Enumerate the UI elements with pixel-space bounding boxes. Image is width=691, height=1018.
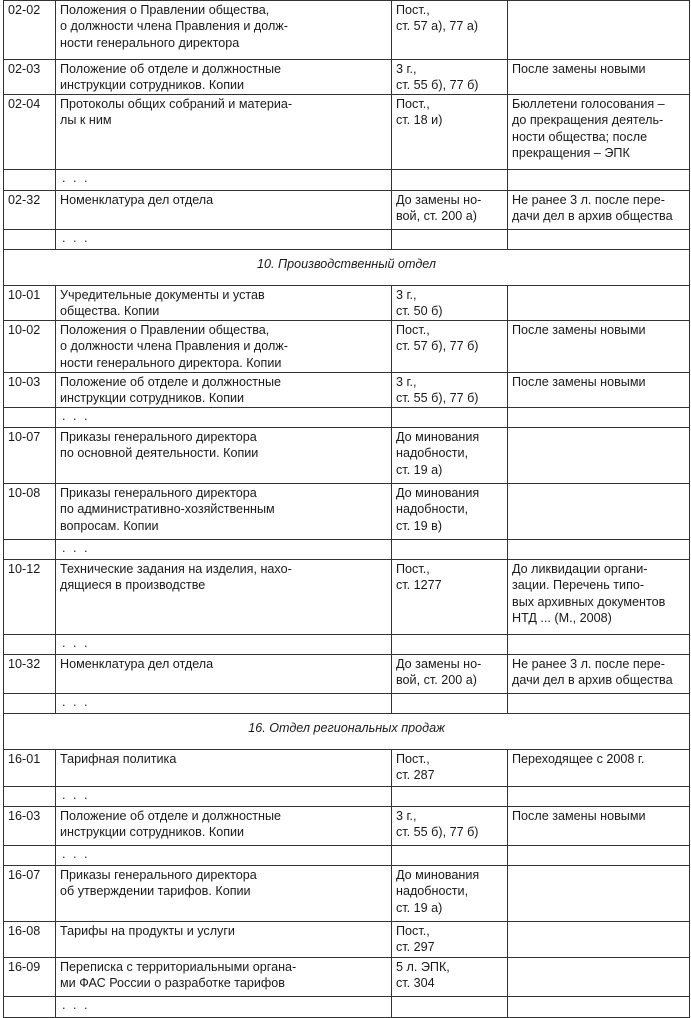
retention-note-line: дачи дел в архив общества [512,673,673,688]
retention-term-line: ст. 55 б), 77 б) [396,825,479,840]
case-title [56,373,392,408]
case-title-line: об утверждении тарифов. Копии [60,884,251,899]
retention-note-line: Бюллетени голосования – [512,97,665,111]
case-title-line: общества. Копии [60,304,160,319]
section-header-row [4,714,690,750]
case-title-line: ми ФАС России о разработке тарифов [60,976,285,991]
case-code: 16-08 [4,922,56,958]
retention-note-line: До ликвидации органи- [512,562,648,576]
ellipsis-row [4,635,690,655]
case-title [56,95,392,170]
case-title [56,560,392,635]
empty-cell [4,540,56,560]
retention-note-line: Не ранее 3 л. после пере- [512,657,665,671]
case-title-line: Переписка с территориальными органа- [60,960,297,974]
ellipsis-row [4,997,690,1018]
retention-note-line: Не ранее 3 л. после пере- [512,193,665,207]
case-title [56,286,392,321]
ellipsis-row [4,230,690,250]
case-code: 16-03 [4,807,56,846]
case-title-line: ности генерального директора. Копии [60,355,282,370]
ellipsis: . . . [56,997,392,1018]
retention-note-line: вых архивных документов [512,594,666,609]
empty-cell [392,635,508,655]
ellipsis: . . . [56,540,392,560]
retention-note [508,560,690,635]
section-header-row [4,250,690,286]
retention-term-line: 5 л. ЭПК, [396,960,450,974]
empty-cell [4,408,56,428]
empty-cell [4,230,56,250]
case-title-line: о должности члена Правления и долж- [60,339,288,354]
table-row [4,95,690,170]
retention-term-line: ст. 19 в) [396,518,443,533]
case-title-line: Номенклатура дел отдела [60,657,214,671]
case-title-line: инструкции сотрудников. Копии [60,78,245,93]
ellipsis: . . . [56,694,392,714]
table-row [4,191,690,230]
case-code: 16-07 [4,866,56,922]
empty-cell [508,997,690,1018]
retention-term [392,321,508,373]
case-title-line: Протоколы общих собраний и материа- [60,97,293,111]
case-title [56,655,392,694]
retention-term [392,484,508,540]
retention-term [392,560,508,635]
empty-cell [508,170,690,191]
retention-term-line: надобности, [396,502,469,517]
table-row [4,373,690,408]
table-row [4,321,690,373]
empty-cell [508,635,690,655]
case-title-line: о должности члена Правления и долж- [60,19,288,34]
retention-note [508,807,690,846]
ellipsis: . . . [56,635,392,655]
retention-term-line: ст. 55 б), 77 б) [396,391,479,406]
case-title-line: по основной деятельности. Копии [60,446,259,461]
table-row [4,866,690,922]
empty-cell [392,540,508,560]
retention-term-line: 3 г., [396,809,417,823]
case-title-line: инструкции сотрудников. Копии [60,825,245,840]
table-row [4,1,690,60]
retention-term-line: До замены но- [396,657,482,671]
table-row [4,922,690,958]
case-title-line: Положение об отделе и должностные [60,375,282,389]
case-title-line: Приказы генерального директора [60,430,257,444]
empty-cell [508,846,690,866]
retention-term-line: 3 г., [396,62,417,76]
case-title-line: Тарифы на продукты и услуги [60,924,235,938]
retention-term [392,655,508,694]
case-code: 10-07 [4,428,56,484]
ellipsis-row [4,846,690,866]
ellipsis-row [4,694,690,714]
retention-term [392,373,508,408]
retention-term [392,750,508,787]
empty-cell [392,997,508,1018]
retention-term-line: Пост., [396,323,430,337]
empty-cell [508,230,690,250]
retention-note [508,1,690,60]
retention-term-line: ст. 50 б) [396,304,443,319]
case-title-line: дящиеся в производстве [60,578,206,593]
retention-term-line: ст. 55 б), 77 б) [396,78,479,93]
ellipsis: . . . [56,846,392,866]
empty-cell [4,997,56,1018]
case-title-line: Номенклатура дел отдела [60,193,214,207]
retention-note-line: После замены новыми [512,323,646,337]
retention-note [508,866,690,922]
retention-term-line: До минования [396,868,480,882]
retention-term [392,60,508,95]
retention-term-line: ст. 297 [396,940,435,955]
retention-term [392,191,508,230]
section-title: 10. Производственный отдел [4,250,690,286]
retention-term [392,866,508,922]
case-code: 02-32 [4,191,56,230]
retention-term-line: Пост., [396,924,430,938]
retention-term-line: надобности, [396,446,469,461]
empty-cell [508,787,690,807]
retention-note-line: После замены новыми [512,375,646,389]
retention-note-line: ности общества; после [512,129,648,144]
case-title-line: Положение об отделе и должностные [60,62,282,76]
case-title [56,958,392,997]
retention-note-line: НТД ... (М., 2008) [512,610,612,625]
table-row [4,750,690,787]
retention-term-line: ст. 287 [396,768,435,783]
table-row [4,560,690,635]
nomenclature-table [3,0,690,1018]
case-title [56,484,392,540]
retention-term-line: ст. 57 б), 77 б) [396,339,479,354]
retention-term [392,922,508,958]
case-title [56,1,392,60]
empty-cell [4,635,56,655]
case-code: 10-02 [4,321,56,373]
ellipsis: . . . [56,787,392,807]
case-title [56,807,392,846]
case-code: 02-04 [4,95,56,170]
empty-cell [392,170,508,191]
table-row [4,807,690,846]
retention-note [508,60,690,95]
retention-note [508,373,690,408]
case-title-line: по административно-хозяйственным [60,502,275,517]
retention-term-line: До минования [396,430,480,444]
empty-cell [392,694,508,714]
table-row [4,655,690,694]
retention-note-line: до прекращения деятель- [512,113,664,128]
table-row [4,286,690,321]
empty-cell [392,846,508,866]
retention-term [392,807,508,846]
case-title-line: Положения о Правлении общества, [60,3,270,17]
retention-note [508,191,690,230]
case-title [56,191,392,230]
case-title [56,750,392,787]
case-title-line: Приказы генерального директора [60,486,257,500]
case-title [56,866,392,922]
case-code: 10-03 [4,373,56,408]
retention-term-line: Пост., [396,97,430,111]
case-title-line: Положение об отделе и должностные [60,809,282,823]
case-title-line: Тарифная политика [60,752,177,766]
retention-note [508,484,690,540]
case-code: 10-08 [4,484,56,540]
case-title-line: лы к ним [60,113,112,128]
case-code: 10-12 [4,560,56,635]
retention-note [508,321,690,373]
retention-term-line: Пост., [396,752,430,766]
case-code: 10-32 [4,655,56,694]
retention-term-line: ст. 304 [396,976,435,991]
retention-term-line: До минования [396,486,480,500]
case-title-line: вопросам. Копии [60,518,159,533]
case-title-line: Технические задания на изделия, нахо- [60,562,292,576]
retention-term-line: Пост., [396,3,430,17]
case-title [56,321,392,373]
retention-term [392,958,508,997]
case-title-line: ности генерального директора [60,35,240,50]
retention-note-line: зации. Перечень типо- [512,578,645,593]
retention-term-line: 3 г., [396,288,417,302]
case-title-line: Приказы генерального директора [60,868,257,882]
retention-note-line: Переходящее с 2008 г. [512,752,645,766]
case-code: 02-02 [4,1,56,60]
case-code: 16-01 [4,750,56,787]
retention-note [508,95,690,170]
empty-cell [4,170,56,191]
table-row [4,428,690,484]
retention-term-line: 3 г., [396,375,417,389]
case-code: 02-03 [4,60,56,95]
retention-term-line: надобности, [396,884,469,899]
table-row [4,484,690,540]
case-code: 10-01 [4,286,56,321]
retention-note-line: После замены новыми [512,62,646,76]
ellipsis-row [4,408,690,428]
retention-note-line: После замены новыми [512,809,646,823]
case-title [56,60,392,95]
retention-term-line: ст. 18 и) [396,113,443,128]
empty-cell [392,408,508,428]
ellipsis-row [4,170,690,191]
retention-term-line: До замены но- [396,193,482,207]
retention-term [392,95,508,170]
case-title [56,922,392,958]
table-body [4,1,690,1018]
empty-cell [4,846,56,866]
case-title-line: Учредительные документы и устав [60,288,265,302]
case-code: 16-09 [4,958,56,997]
retention-note [508,428,690,484]
empty-cell [392,787,508,807]
ellipsis-row [4,787,690,807]
retention-note-line: дачи дел в архив общества [512,209,673,224]
ellipsis: . . . [56,230,392,250]
case-title [56,428,392,484]
retention-note [508,286,690,321]
retention-term-line: ст. 19 а) [396,900,443,915]
retention-term [392,428,508,484]
retention-term-line: вой, ст. 200 а) [396,673,477,688]
empty-cell [4,694,56,714]
empty-cell [508,408,690,428]
ellipsis: . . . [56,170,392,191]
empty-cell [508,694,690,714]
case-title-line: Положения о Правлении общества, [60,323,270,337]
retention-term [392,286,508,321]
retention-term-line: ст. 57 а), 77 а) [396,19,479,34]
retention-term-line: вой, ст. 200 а) [396,209,477,224]
table-row [4,60,690,95]
retention-term-line: ст. 1277 [396,578,442,593]
case-title-line: инструкции сотрудников. Копии [60,391,245,406]
empty-cell [508,540,690,560]
retention-note-line: прекращения – ЭПК [512,145,630,160]
retention-note [508,655,690,694]
table-row [4,958,690,997]
retention-note [508,958,690,997]
retention-term-line: ст. 19 а) [396,462,443,477]
empty-cell [392,230,508,250]
retention-term-line: Пост., [396,562,430,576]
retention-note [508,922,690,958]
ellipsis: . . . [56,408,392,428]
empty-cell [4,787,56,807]
retention-term [392,1,508,60]
retention-note [508,750,690,787]
section-title: 16. Отдел региональных продаж [4,714,690,750]
ellipsis-row [4,540,690,560]
